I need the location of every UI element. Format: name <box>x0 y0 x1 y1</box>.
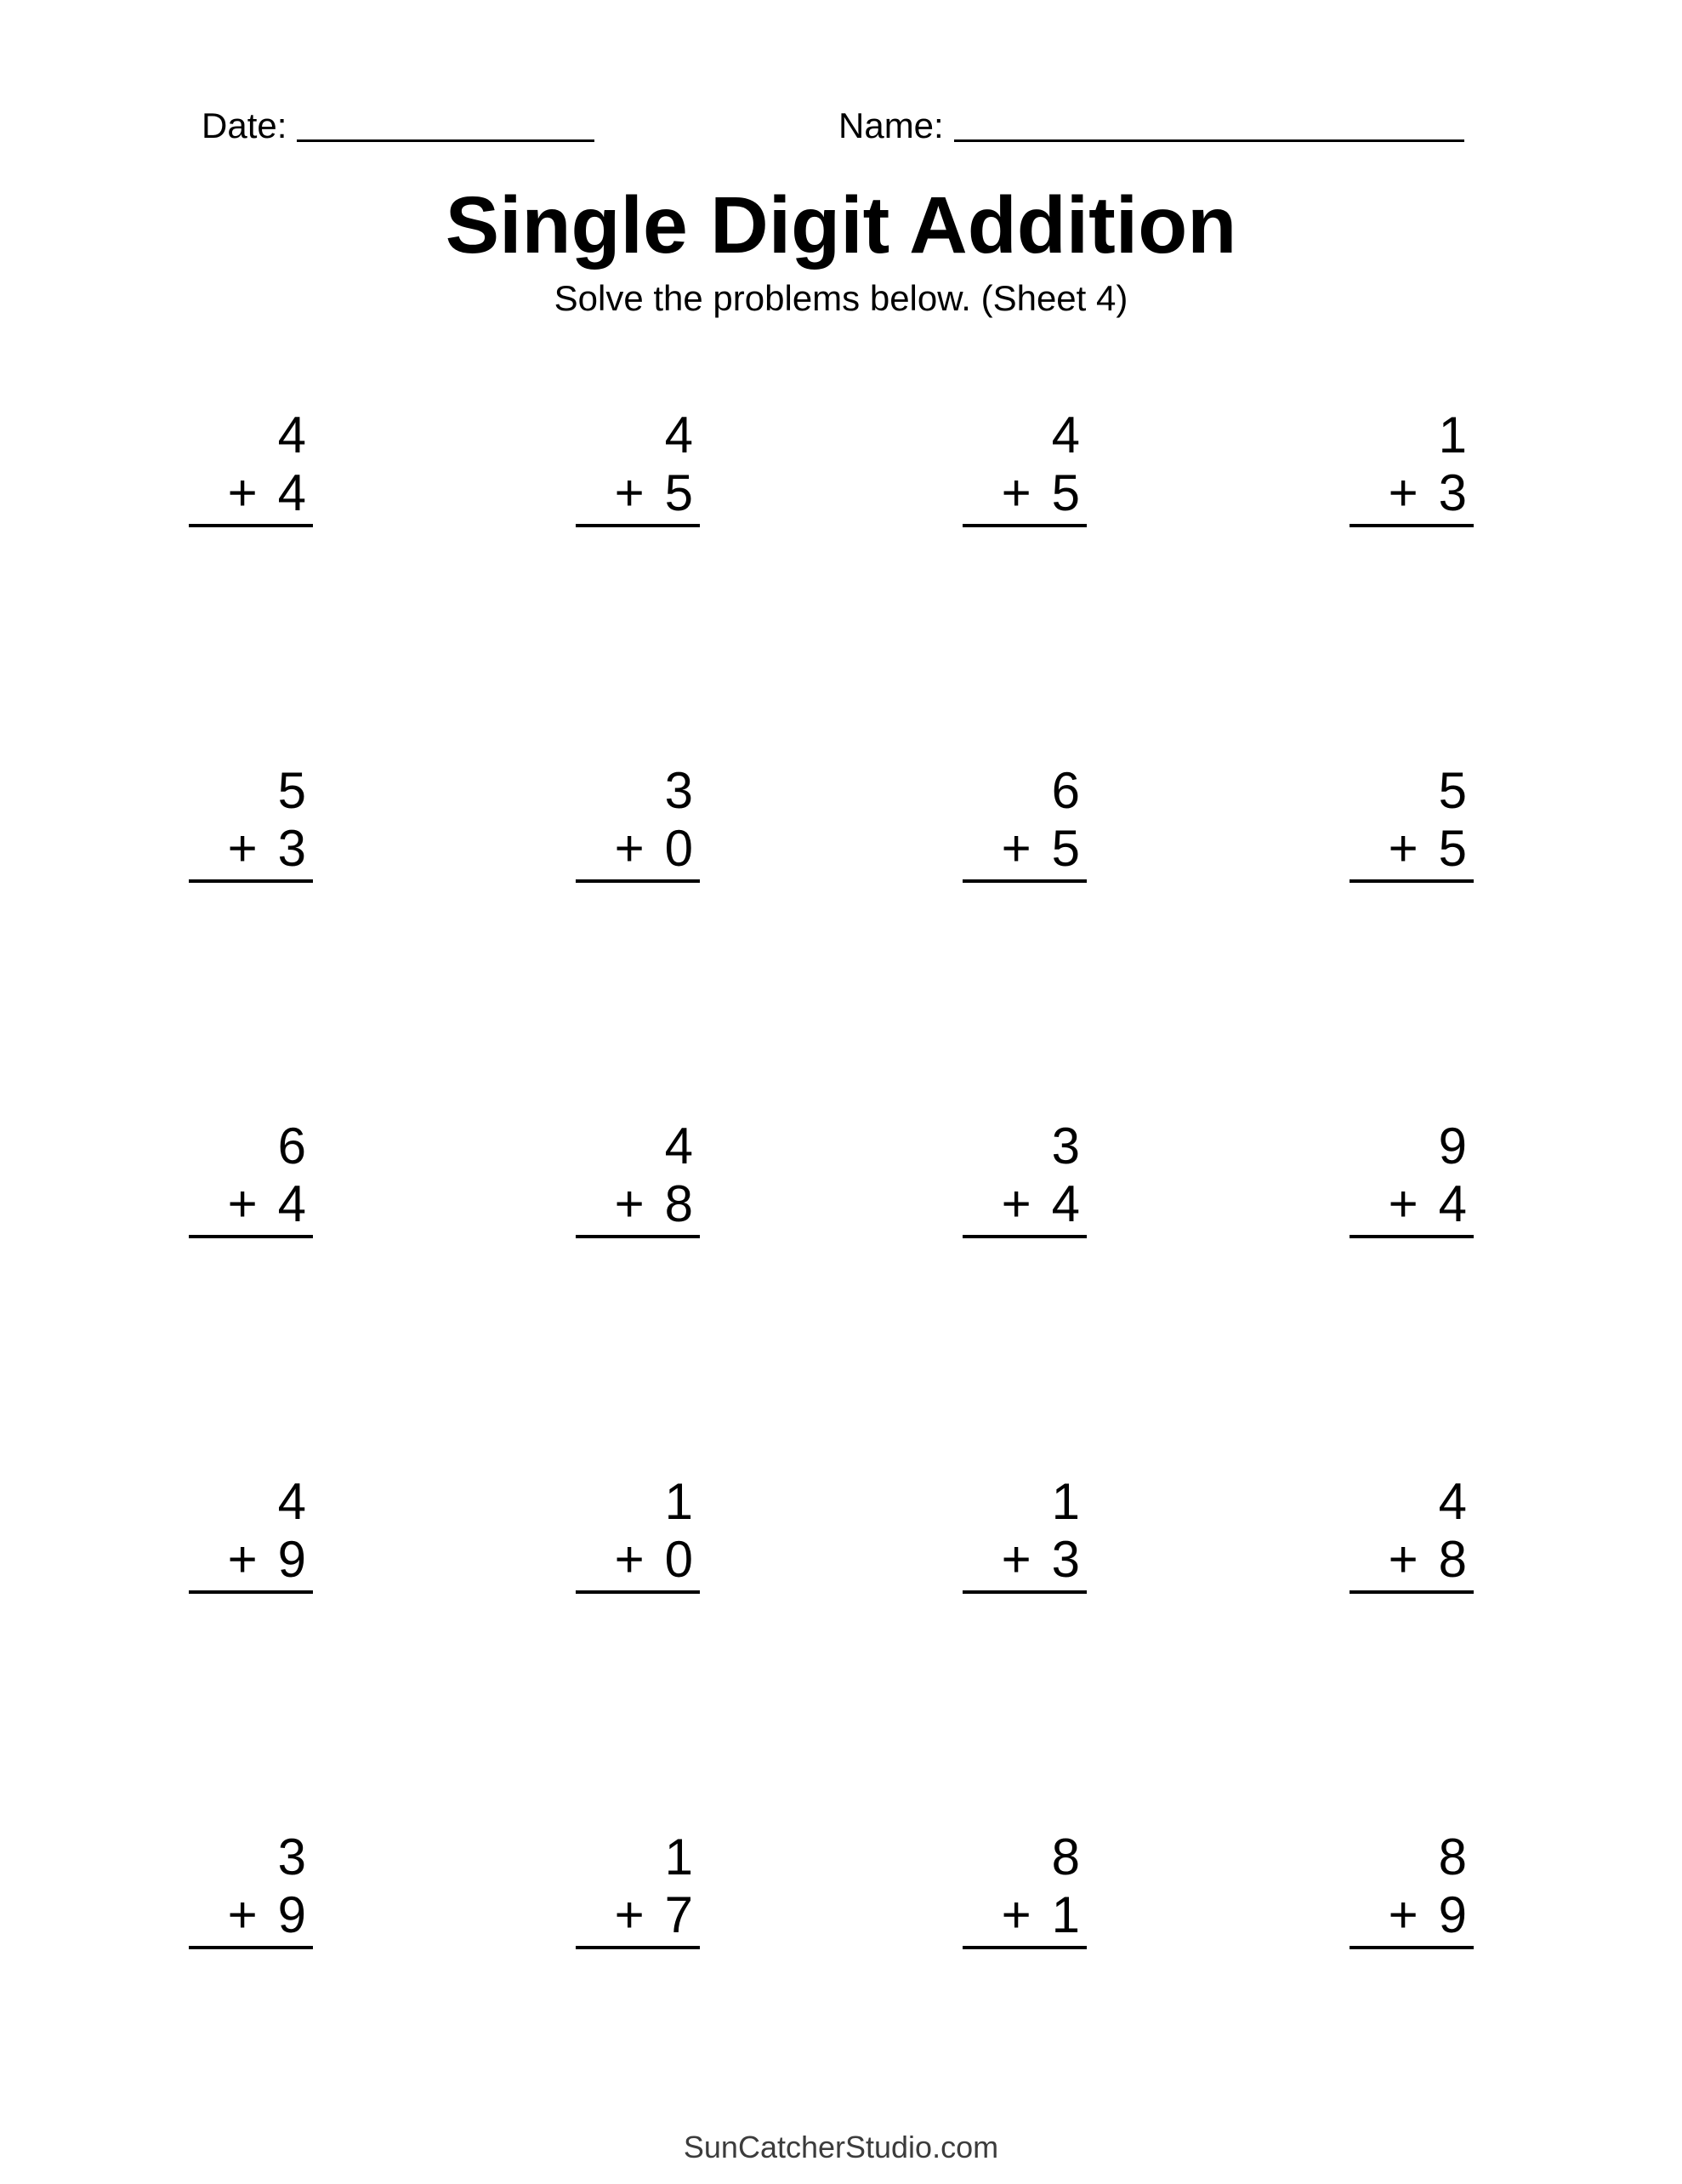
plus-sign: + <box>1001 1531 1031 1588</box>
addend-bottom: 4 <box>277 464 306 521</box>
problem-second-row <box>963 464 1087 522</box>
addition-problem <box>189 1829 313 1949</box>
plus-sign: + <box>227 1531 258 1588</box>
addition-problem <box>963 1829 1087 1949</box>
plus-sign: + <box>227 1175 258 1232</box>
footer-credit: SunCatcherStudio.com <box>683 2130 999 2164</box>
answer-line[interactable] <box>576 524 700 527</box>
answer-line[interactable] <box>576 879 700 883</box>
problem-second-row <box>576 1175 700 1233</box>
problem-second-row <box>1350 1175 1474 1233</box>
plus-sign: + <box>1001 1175 1031 1232</box>
addend-bottom: 8 <box>664 1175 693 1232</box>
addend-top: 1 <box>1051 1473 1080 1530</box>
answer-line[interactable] <box>576 1235 700 1238</box>
addend-bottom: 3 <box>1438 464 1467 521</box>
name-label: Name: <box>838 105 944 145</box>
addend-bottom: 3 <box>1051 1531 1080 1588</box>
addend-top: 4 <box>664 1118 693 1174</box>
answer-line[interactable] <box>963 524 1087 527</box>
addend-top: 8 <box>1051 1829 1080 1885</box>
name-input-line[interactable] <box>954 139 1464 142</box>
problems-grid <box>189 407 1474 2184</box>
answer-line[interactable] <box>1350 879 1474 883</box>
addend-top: 6 <box>277 1118 306 1174</box>
plus-sign: + <box>614 464 645 521</box>
answer-line[interactable] <box>189 1946 313 1949</box>
answer-line[interactable] <box>576 1590 700 1594</box>
addend-top: 5 <box>1438 762 1467 819</box>
addend-top: 4 <box>664 407 693 464</box>
addend-bottom: 5 <box>1438 820 1467 877</box>
addition-problem <box>963 1118 1087 1238</box>
addend-bottom: 4 <box>277 1175 306 1232</box>
plus-sign: + <box>1001 1886 1031 1943</box>
addend-bottom: 9 <box>277 1886 306 1943</box>
addition-problem <box>576 762 700 883</box>
name-field <box>838 105 1464 146</box>
problem-second-row <box>189 464 313 522</box>
addition-problem <box>576 1829 700 1949</box>
addend-top: 4 <box>1051 407 1080 464</box>
addition-problem <box>189 1473 313 1594</box>
addend-bottom: 3 <box>277 820 306 877</box>
addend-bottom: 9 <box>277 1531 306 1588</box>
plus-sign: + <box>614 1531 645 1588</box>
addend-top: 4 <box>277 1473 306 1530</box>
addend-top: 1 <box>664 1473 693 1530</box>
problem-second-row <box>576 464 700 522</box>
addend-bottom: 9 <box>1438 1886 1467 1943</box>
problem-second-row <box>1350 1531 1474 1589</box>
plus-sign: + <box>614 1886 645 1943</box>
plus-sign: + <box>227 1886 258 1943</box>
problem-second-row <box>189 820 313 878</box>
addition-problem <box>1350 762 1474 883</box>
plus-sign: + <box>1388 1531 1418 1588</box>
addend-top: 1 <box>1438 407 1467 464</box>
addition-problem <box>1350 1118 1474 1238</box>
addition-problem <box>189 762 313 883</box>
answer-line[interactable] <box>963 1590 1087 1594</box>
plus-sign: + <box>1388 820 1418 877</box>
page-title: Single Digit Addition <box>445 180 1237 270</box>
answer-line[interactable] <box>576 1946 700 1949</box>
addend-bottom: 1 <box>1051 1886 1080 1943</box>
addend-bottom: 0 <box>664 1531 693 1588</box>
problem-second-row <box>576 1531 700 1589</box>
addition-problem <box>189 1118 313 1238</box>
addend-top: 4 <box>277 407 306 464</box>
addend-top: 3 <box>664 762 693 819</box>
problem-second-row <box>576 820 700 878</box>
problem-second-row <box>963 820 1087 878</box>
problem-second-row <box>1350 464 1474 522</box>
addition-problem <box>1350 407 1474 527</box>
date-label: Date: <box>202 105 287 145</box>
plus-sign: + <box>614 1175 645 1232</box>
addition-problem <box>963 762 1087 883</box>
addend-top: 5 <box>277 762 306 819</box>
addition-problem <box>1350 1829 1474 1949</box>
addend-top: 1 <box>664 1829 693 1885</box>
plus-sign: + <box>227 464 258 521</box>
answer-line[interactable] <box>963 1946 1087 1949</box>
addend-bottom: 4 <box>1051 1175 1080 1232</box>
addend-bottom: 8 <box>1438 1531 1467 1588</box>
plus-sign: + <box>1388 1175 1418 1232</box>
addition-problem <box>1350 1473 1474 1594</box>
addend-top: 8 <box>1438 1829 1467 1885</box>
problem-second-row <box>1350 820 1474 878</box>
problem-second-row <box>963 1175 1087 1233</box>
problem-second-row <box>189 1175 313 1233</box>
addend-top: 3 <box>1051 1118 1080 1174</box>
plus-sign: + <box>227 820 258 877</box>
plus-sign: + <box>1001 464 1031 521</box>
answer-line[interactable] <box>189 1235 313 1238</box>
answer-line[interactable] <box>189 524 313 527</box>
addend-top: 9 <box>1438 1118 1467 1174</box>
addition-problem <box>189 407 313 527</box>
date-input-line[interactable] <box>297 139 594 142</box>
addend-bottom: 5 <box>1051 464 1080 521</box>
addend-bottom: 4 <box>1438 1175 1467 1232</box>
addend-top: 3 <box>277 1829 306 1885</box>
problem-second-row <box>189 1886 313 1944</box>
problem-second-row <box>1350 1886 1474 1944</box>
answer-line[interactable] <box>189 1590 313 1594</box>
page-subtitle: Solve the problems below. (Sheet 4) <box>554 278 1128 318</box>
answer-line[interactable] <box>963 1235 1087 1238</box>
answer-line[interactable] <box>963 879 1087 883</box>
answer-line[interactable] <box>1350 1235 1474 1238</box>
addend-top: 4 <box>1438 1473 1467 1530</box>
answer-line[interactable] <box>189 879 313 883</box>
answer-line[interactable] <box>1350 1946 1474 1949</box>
problem-second-row <box>189 1531 313 1589</box>
addition-problem <box>576 407 700 527</box>
plus-sign: + <box>1388 1886 1418 1943</box>
plus-sign: + <box>1388 464 1418 521</box>
date-field <box>202 105 594 146</box>
addition-problem <box>576 1118 700 1238</box>
addition-problem <box>963 1473 1087 1594</box>
problem-second-row <box>963 1886 1087 1944</box>
answer-line[interactable] <box>1350 1590 1474 1594</box>
plus-sign: + <box>614 820 645 877</box>
addend-bottom: 5 <box>1051 820 1080 877</box>
addition-problem <box>576 1473 700 1594</box>
addition-problem <box>963 407 1087 527</box>
plus-sign: + <box>1001 820 1031 877</box>
problem-second-row <box>576 1886 700 1944</box>
addend-bottom: 0 <box>664 820 693 877</box>
addend-bottom: 5 <box>664 464 693 521</box>
problem-second-row <box>963 1531 1087 1589</box>
addend-bottom: 7 <box>664 1886 693 1943</box>
answer-line[interactable] <box>1350 524 1474 527</box>
addend-top: 6 <box>1051 762 1080 819</box>
